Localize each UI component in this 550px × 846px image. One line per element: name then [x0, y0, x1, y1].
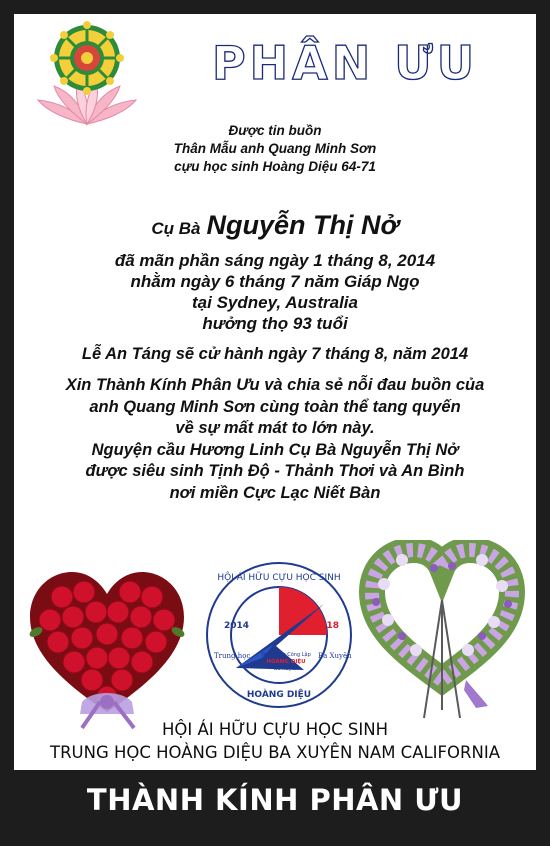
flower-wreath-image [354, 540, 530, 720]
details-line: đã mãn phần sáng ngày 1 tháng 8, 2014 [114, 251, 436, 270]
message-line: về sự mất mát to lớn này. [175, 419, 375, 437]
intro-line: cựu học sinh Hoàng Diệu 64-71 [174, 159, 376, 174]
logo-left-text: Trung học [214, 652, 251, 660]
details-line: hưởng thọ 93 tuổi [202, 314, 348, 333]
logo-year-left: 2014 [224, 621, 250, 631]
message-line: anh Quang Minh Sơn cùng toàn thể tang quyến [89, 397, 461, 416]
footer-banner: THÀNH KÍNH PHÂN ƯU [86, 783, 464, 817]
logo-arc-text: HỘI ÁI HỮU CỰU HỌC SINH [217, 573, 341, 583]
intro-line: Được tin buồn [228, 123, 322, 138]
message-line: được siêu sinh Tịnh Độ - Thảnh Thơi và An Bình [85, 462, 465, 480]
funeral-announcement: Lễ An Táng sẽ cử hành ngày 7 tháng 8, năm 2014 [81, 345, 469, 363]
logo-bottom-text: HOÀNG DIỆU [246, 690, 312, 700]
deceased-prefix: Cụ Bà [151, 219, 201, 238]
logo-right-text: Ba Xuyên [318, 652, 352, 660]
school-logo [204, 560, 354, 710]
deceased-name-line [14, 210, 536, 241]
logo-center-line1: Trung học Công Lập [261, 652, 311, 658]
intro-line: Thân Mẫu anh Quang Minh Sơn [173, 141, 377, 156]
organization-subname: TRUNG HỌC HOÀNG DIỆU BA XUYÊN NAM CALIFORNIA [50, 743, 500, 762]
details-line: tại Sydney, Australia [192, 293, 358, 312]
organization-name: HỘI ÁI HỮU CỰU HỌC SINH [161, 720, 389, 739]
message-line: nơi miền Cực Lạc Niết Bàn [169, 483, 381, 502]
details-line: nhằm ngày 6 tháng 7 năm Giáp Ngọ [130, 272, 420, 291]
message-line: Xin Thành Kính Phân Ưu và chia sẻ nỗi đau buồn của [65, 376, 485, 394]
dharma-lotus-emblem [28, 20, 146, 132]
logo-year-right: 2018 [314, 621, 340, 631]
page-title: PHÂN ƯU [211, 36, 479, 90]
condolence-card [14, 14, 536, 770]
condolence-message [14, 375, 536, 504]
intro-block [14, 122, 536, 176]
details-block [14, 250, 536, 334]
deceased-name: Nguyễn Thị Nở [206, 210, 399, 240]
logo-center-line2: HOÀNG DIỆU [266, 659, 306, 665]
logo-center-line3: Ba Xuyên [274, 666, 298, 672]
message-line: Nguyện cầu Hương Linh Cụ Bà Nguyễn Thị Nở [91, 440, 459, 459]
red-rose-heart-image [22, 562, 192, 730]
